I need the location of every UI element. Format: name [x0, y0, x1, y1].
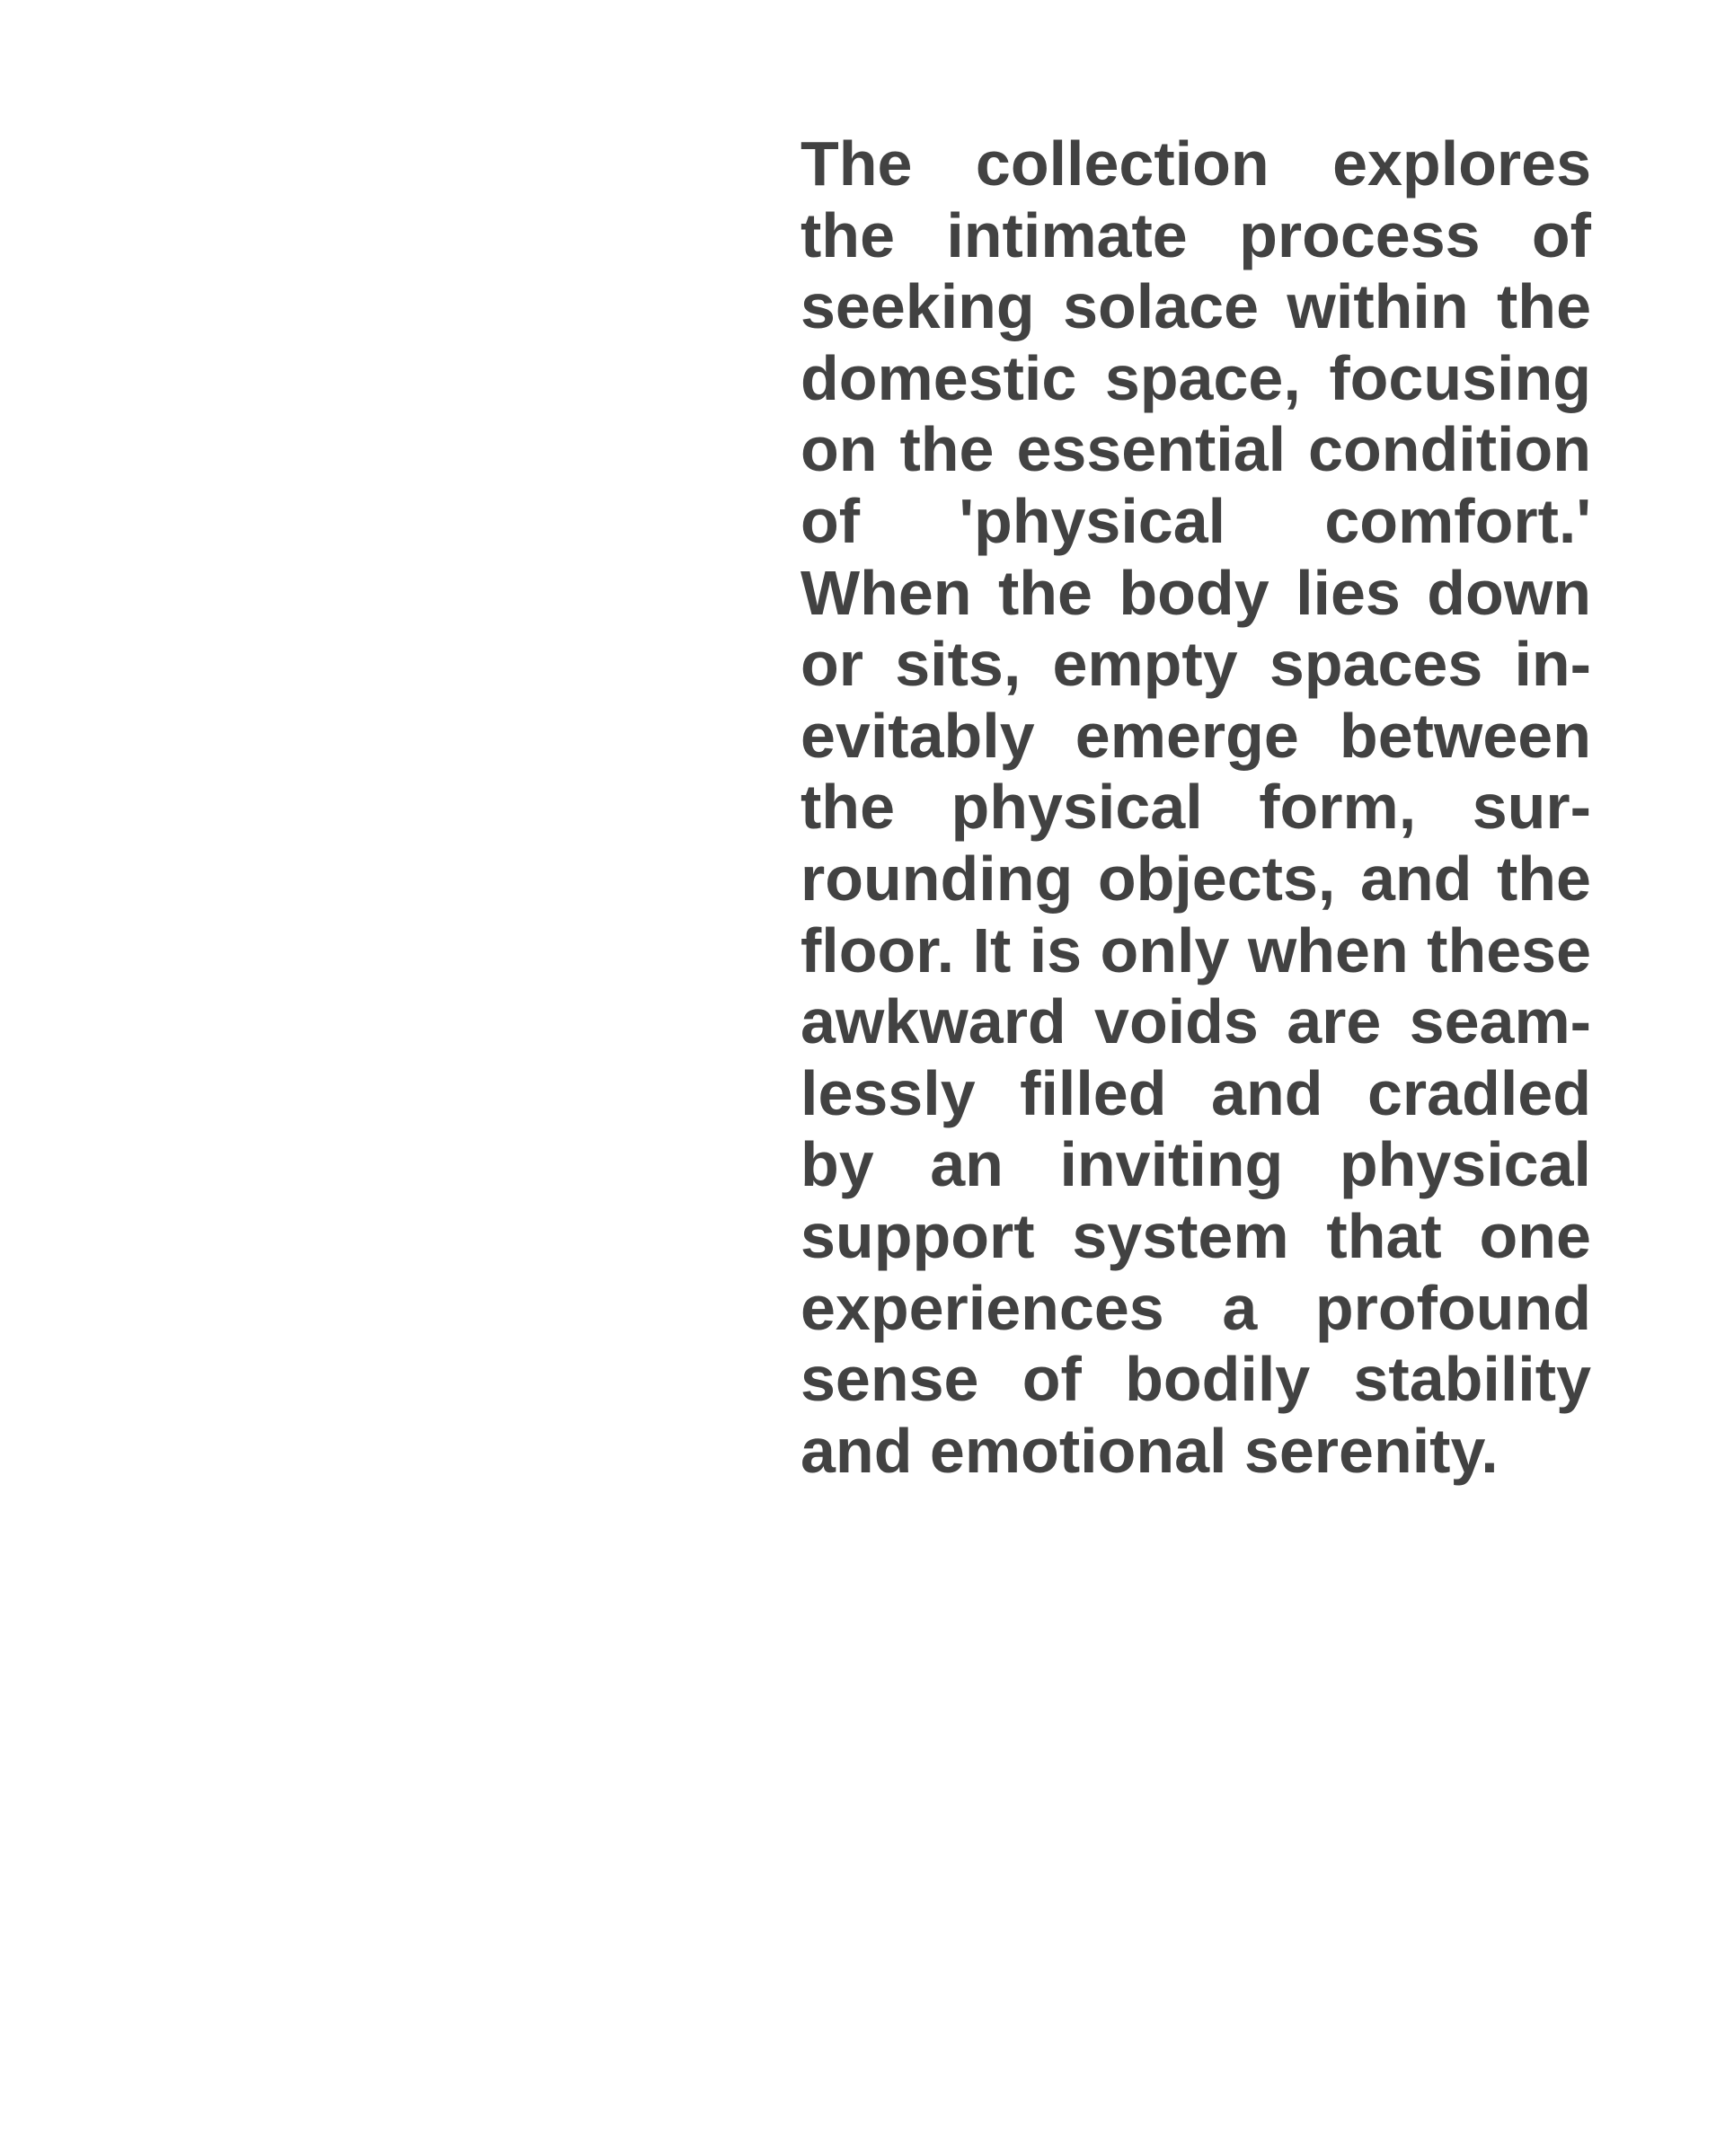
statement-line: or sits, empty spaces in- [801, 629, 1591, 700]
statement-line: experiences a profound [801, 1272, 1591, 1343]
statement-line: by an inviting physical [801, 1129, 1591, 1200]
statement-line: of 'physical comfort.' [801, 485, 1591, 556]
statement-line: seeking solace within the [801, 271, 1591, 342]
statement-line: lessly filled and cradled [801, 1057, 1591, 1128]
statement-line: The collection explores [801, 128, 1591, 199]
statement-line: support system that one [801, 1200, 1591, 1271]
statement-line: When the body lies down [801, 557, 1591, 628]
statement-line: domestic space, focusing [801, 342, 1591, 413]
statement-line: sense of bodily stability [801, 1344, 1591, 1415]
statement-line: the intimate process of [801, 199, 1591, 270]
statement-line: awkward voids are seam- [801, 986, 1591, 1057]
statement-line: floor. It is only when these [801, 915, 1591, 985]
statement-line: rounding objects, and the [801, 843, 1591, 914]
statement-line: the physical form, sur- [801, 772, 1591, 843]
statement-line: evitably emerge between [801, 700, 1591, 771]
statement-text [801, 128, 1591, 1487]
statement-line: on the essential condition [801, 414, 1591, 485]
statement-line: and emotional serenity. [801, 1415, 1499, 1486]
